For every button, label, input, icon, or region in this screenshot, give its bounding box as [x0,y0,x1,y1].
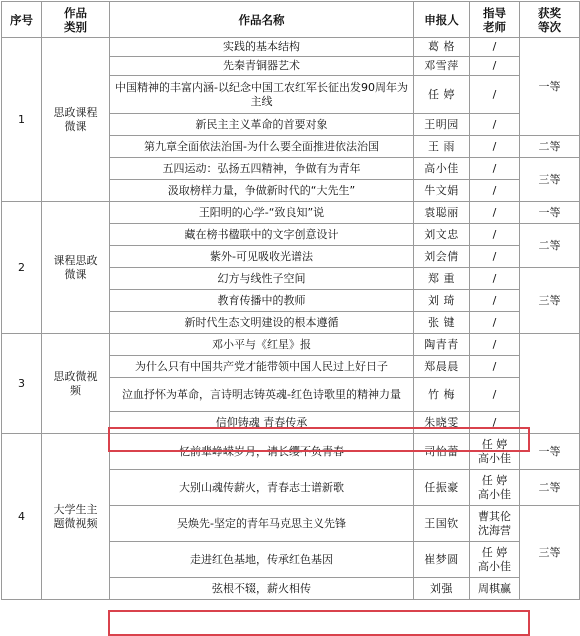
header-award: 获奖 等次 [520,2,580,38]
work-title: 汲取榜样力量，争做新时代的“大先生” [110,180,414,202]
advisor: / [470,378,520,412]
applicant: 任振豪 [414,470,470,506]
work-title: 藏在榜书楹联中的文字创意设计 [110,224,414,246]
work-title: 王阳明的心学-“致良知”说 [110,202,414,224]
advisor: 曹其伦 沈海营 [470,506,520,542]
work-title: 忆前辈峥嵘岁月，请长缨不负青春 [110,434,414,470]
work-title: 第九章全面依法治国-为什么要全面推进依法治国 [110,136,414,158]
award-level: 三等 [520,158,580,202]
header-advisor: 指导 老师 [470,2,520,38]
group-category: 课程思政 微课 [42,202,110,334]
header-title: 作品名称 [110,2,414,38]
applicant: 张 键 [414,312,470,334]
work-title: 紫外-可见吸收光谱法 [110,246,414,268]
advisor: 周棋赢 [470,578,520,600]
advisor: / [470,136,520,158]
work-title: 大别山魂传薪火，青春志士谱新歌 [110,470,414,506]
work-title: 新时代生态文明建设的根本遵循 [110,312,414,334]
work-title: 新民主主义革命的首要对象 [110,114,414,136]
table-row [2,202,580,224]
applicant: 刘文忠 [414,224,470,246]
work-title: 实践的基本结构 [110,38,414,57]
award-level: 一等 [520,202,580,224]
applicant: 崔梦圆 [414,542,470,578]
award-level: 三等 [520,506,580,600]
table-row [2,334,580,356]
header-applicant: 申报人 [414,2,470,38]
work-title: 教育传播中的教师 [110,290,414,312]
award-level: 二等 [520,224,580,268]
advisor: / [470,334,520,356]
award-level: 一等 [520,38,580,136]
advisor: / [470,312,520,334]
group-number: 1 [2,38,42,202]
award-table [1,1,580,600]
group-category: 大学生主 题微视频 [42,434,110,600]
applicant: 郑 重 [414,268,470,290]
advisor: / [470,114,520,136]
applicant: 刘 琦 [414,290,470,312]
advisor: / [470,158,520,180]
advisor: / [470,356,520,378]
applicant: 朱晓雯 [414,412,470,434]
work-title: 幻方与线性子空间 [110,268,414,290]
award-level: 二等 [520,136,580,158]
applicant: 竹 梅 [414,378,470,412]
advisor: / [470,246,520,268]
table-row [2,434,580,470]
advisor: / [470,180,520,202]
applicant: 刘强 [414,578,470,600]
work-title: 五四运动：弘扬五四精神，争做有为青年 [110,158,414,180]
applicant: 王明园 [414,114,470,136]
header-no: 序号 [2,2,42,38]
award-level: 一等 [520,434,580,470]
applicant: 牛文娟 [414,180,470,202]
advisor: 任 婷 高小佳 [470,470,520,506]
applicant: 王 雨 [414,136,470,158]
applicant: 陶青青 [414,334,470,356]
work-title: 弦根不辍，薪火相传 [110,578,414,600]
award-level: 二等 [520,470,580,506]
work-title: 先秦青铜器艺术 [110,57,414,76]
header-category: 作品 类别 [42,2,110,38]
group-category: 思政微视 频 [42,334,110,434]
applicant: 高小佳 [414,158,470,180]
advisor: / [470,38,520,57]
applicant: 任 婷 [414,76,470,114]
advisor: / [470,224,520,246]
applicant: 司怡蕾 [414,434,470,470]
advisor: / [470,57,520,76]
advisor: / [470,290,520,312]
applicant: 郑晨晨 [414,356,470,378]
applicant: 刘会倩 [414,246,470,268]
advisor: / [470,268,520,290]
group-category: 思政课程 微课 [42,38,110,202]
applicant: 邓雪萍 [414,57,470,76]
applicant: 袁聪丽 [414,202,470,224]
advisor: / [470,76,520,114]
applicant: 王国钦 [414,506,470,542]
award-level-empty [520,334,580,434]
advisor: 任 婷 高小佳 [470,434,520,470]
work-title: 信仰铸魂 青春传承 [110,412,414,434]
work-title: 邓小平与《红星》报 [110,334,414,356]
group-number: 4 [2,434,42,600]
header-row [2,2,580,38]
work-title: 中国精神的丰富内涵-以纪念中国工农红军长征出发90周年为主线 [110,76,414,114]
group-number: 3 [2,334,42,434]
advisor: 任 婷 高小佳 [470,542,520,578]
table-row [2,38,580,57]
advisor: / [470,412,520,434]
applicant: 葛 格 [414,38,470,57]
work-title: 泣血抒怀为革命，言诗明志铸英魂-红色诗歌里的精神力量 [110,378,414,412]
group-number: 2 [2,202,42,334]
advisor: / [470,202,520,224]
work-title: 走进红色基地，传承红色基因 [110,542,414,578]
work-title: 为什么只有中国共产党才能带领中国人民过上好日子 [110,356,414,378]
award-level: 三等 [520,268,580,334]
highlight-box-row-heritage [108,610,530,636]
work-title: 吴焕先-坚定的青年马克思主义先锋 [110,506,414,542]
